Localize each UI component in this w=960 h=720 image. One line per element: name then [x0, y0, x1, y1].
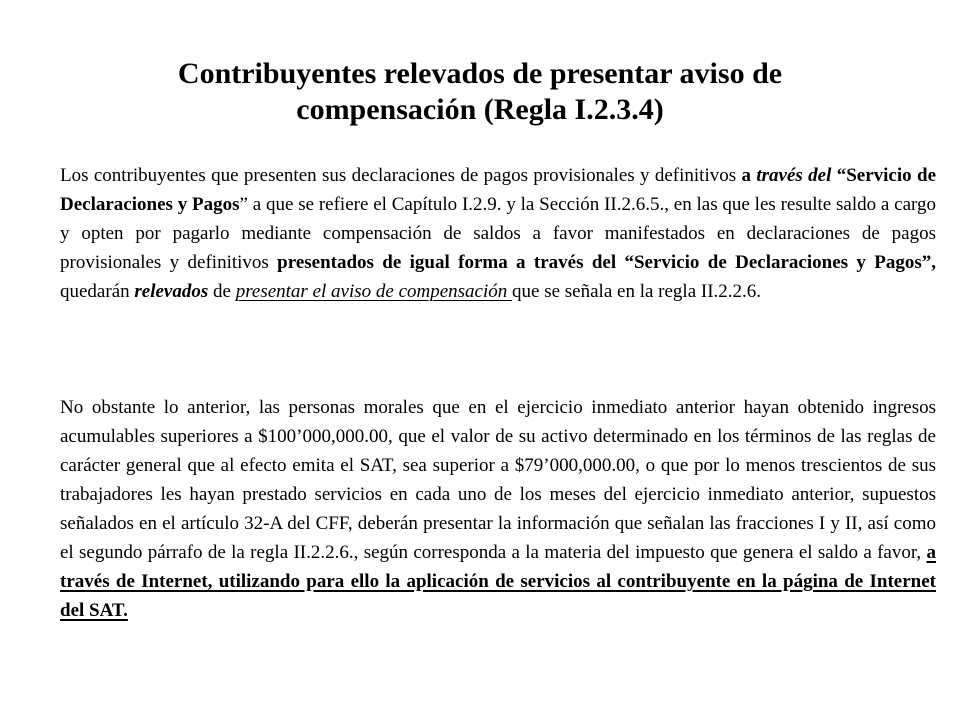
bold-run: “Servicio de Declaraciones y Pagos [60, 165, 936, 215]
text-run: que se señala en la regla II.2.2.6. [512, 281, 762, 302]
text-run: quedarán [60, 281, 135, 302]
paragraph-personas-morales [60, 393, 936, 625]
page-title [60, 56, 900, 128]
underlined-italic-run: presentar el aviso de compensación [235, 281, 513, 302]
text-run: ” a que se refiere el Capítulo I.2.9. y la Sección II.2.6.5., en las que les resulte saldo a cargo y opten por pagarlo mediante compensación de saldos a favor manifestados en declaraciones de pagos provisionales y definitivos [60, 194, 937, 273]
bold-italic-run: relevados [134, 281, 209, 302]
bold-italic-run: través del [756, 165, 832, 186]
title-line-1: Contribuyentes relevados de presentar aviso de [177, 57, 783, 90]
text-run: No obstante lo anterior, las personas morales que en el ejercicio inmediato anterior hayan obtenido ingresos acumulables superiores a $100’000,000.00, que el valor de su activo determinado en los términos de las reglas de carácter general que al efecto emita el SAT, sea superior a $79’000,000.00, o que por lo menos trescientos de sus trabajadores les hayan prestado servicios en cada uno de los meses del ejercicio inmediato anterior, supuestos señalados en el artículo 32-A del CFF, deberán presentar la información que señalan las fracciones I y II, así como el segundo párrafo de la regla II.2.2.6., según corresponda a la materia del impuesto que genera el saldo a favor, [60, 397, 936, 563]
text-run: de [208, 281, 236, 302]
title-line-2: compensación (Regla I.2.3.4) [296, 93, 664, 126]
paragraph-relevados [60, 161, 936, 306]
underlined-bold-run: a través de Internet, utilizando para ello la aplicación de servicios al contribuyente en la página de Internet del SAT. [60, 542, 936, 621]
text-run: Los contribuyentes que presenten sus declaraciones de pagos provisionales y definitivos [60, 165, 742, 186]
bold-run: presentados de igual forma a través del “Servicio de Declaraciones y Pagos”, [277, 252, 936, 273]
bold-run: a [741, 165, 751, 186]
